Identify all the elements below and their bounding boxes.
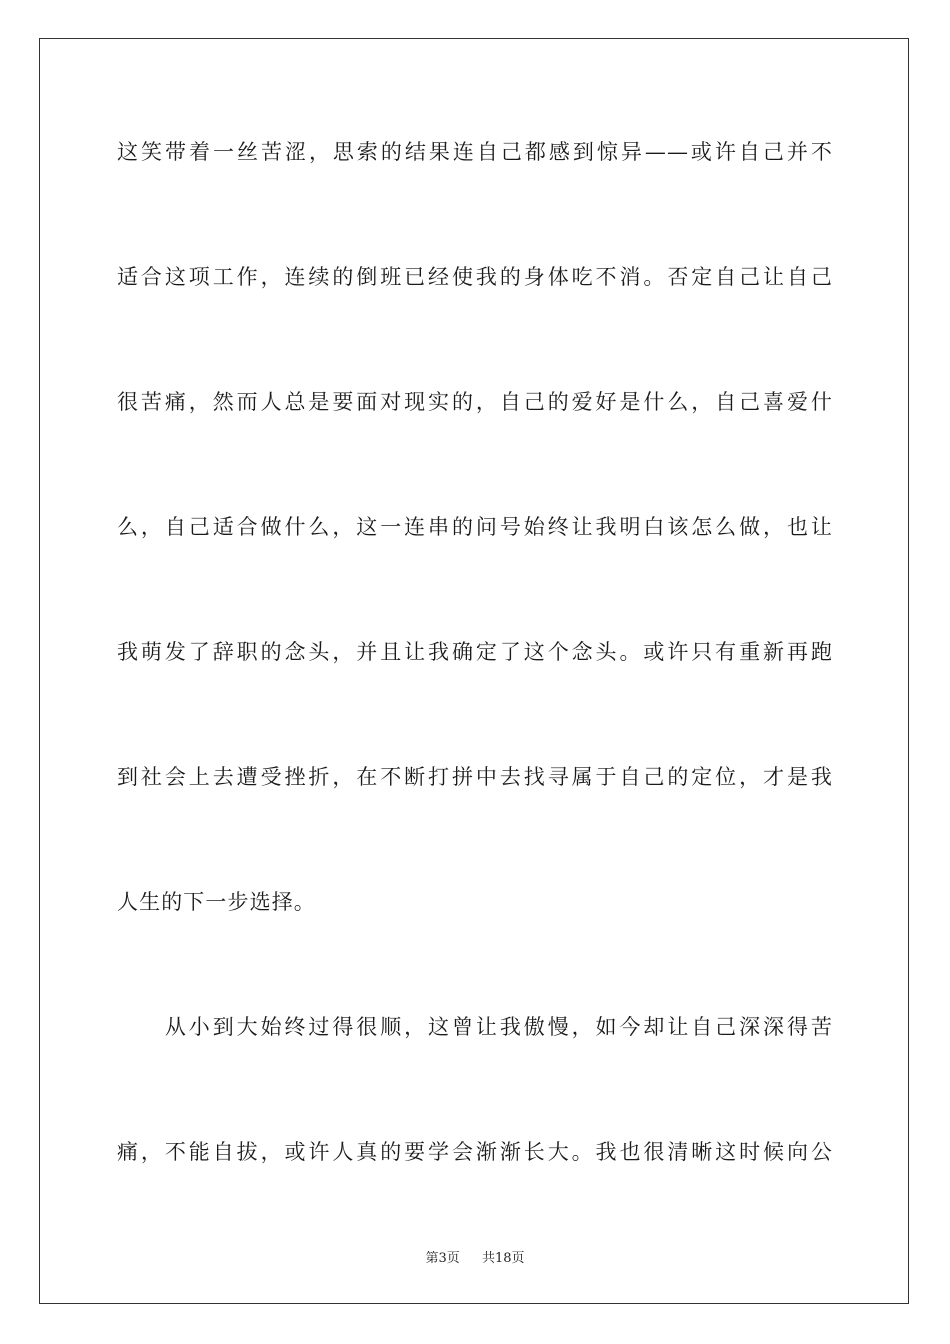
body-text-line-8: 从小到大始终过得很顺，这曾让我傲慢，如今却让自己深深得苦 xyxy=(117,1015,833,1039)
page-footer xyxy=(0,1247,950,1266)
page-number: 第3页 xyxy=(425,1251,460,1266)
body-text-line-3: 很苦痛，然而人总是要面对现实的，自己的爱好是什么，自己喜爱什 xyxy=(117,390,833,414)
body-text-line-5: 我萌发了辞职的念头，并且让我确定了这个念头。或许只有重新再跑 xyxy=(117,640,833,664)
body-text-line-1: 这笑带着一丝苦涩，思索的结果连自己都感到惊异——或许自己并不 xyxy=(117,140,833,164)
body-text-line-9: 痛，不能自拔，或许人真的要学会渐渐长大。我也很清晰这时候向公 xyxy=(117,1140,833,1164)
body-text-line-4: 么，自己适合做什么，这一连串的问号始终让我明白该怎么做，也让 xyxy=(117,515,833,539)
body-text-line-7: 人生的下一步选择。 xyxy=(117,890,316,914)
page-border xyxy=(39,38,909,1304)
page-total: 共18页 xyxy=(482,1251,525,1266)
body-text-line-2: 适合这项工作，连续的倒班已经使我的身体吃不消。否定自己让自己 xyxy=(117,265,833,289)
body-text-line-6: 到社会上去遭受挫折，在不断打拼中去找寻属于自己的定位，才是我 xyxy=(117,765,833,789)
